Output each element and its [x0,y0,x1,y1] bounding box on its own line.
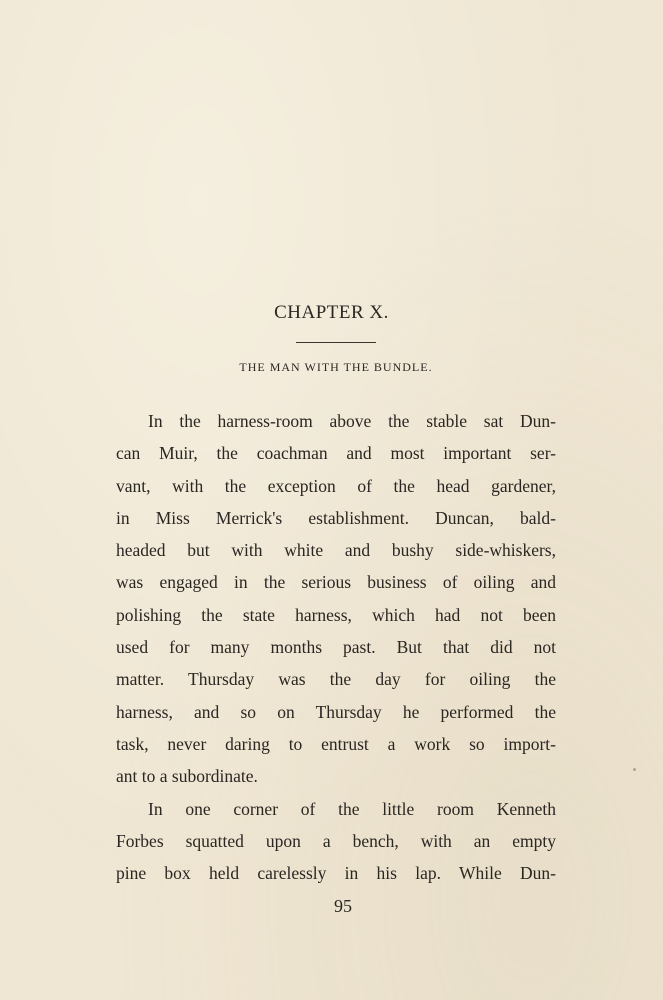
text-line: vant, with the exception of the head gardener, [116,475,556,496]
text-line: In one corner of the little room Kenneth [148,798,556,819]
chapter-rule [296,342,376,343]
text-line: In the harness-room above the stable sat Dun- [148,411,556,431]
page-number: 95 [334,896,352,916]
chapter-title: CHAPTER X. [274,302,389,323]
chapter-subtitle: THE MAN WITH THE BUNDLE. [239,360,433,374]
text-line: was engaged in the serious business of oiling and [116,572,556,593]
body-text [116,405,556,889]
text-line: pine box held carelessly in his lap. While Dun- [116,863,556,884]
text-line: used for many months past. But that did not [116,637,556,658]
text-line: matter. Thursday was the day for oiling the [116,669,556,690]
paper-speck [633,768,636,771]
text-line: polishing the state harness, which had not been [116,604,556,625]
text-line: in Miss Merrick's establishment. Duncan, bald- [116,507,556,528]
text-line: task, never daring to entrust a work so import- [116,733,556,754]
text-line: Forbes squatted upon a bench, with an empty [116,830,556,851]
text-line: harness, and so on Thursday he performed the [116,701,556,722]
text-line: can Muir, the coachman and most important ser- [116,443,556,464]
text-line: headed but with white and bushy side-whiskers, [116,540,556,561]
text-line: ant to a subordinate. [116,766,258,787]
